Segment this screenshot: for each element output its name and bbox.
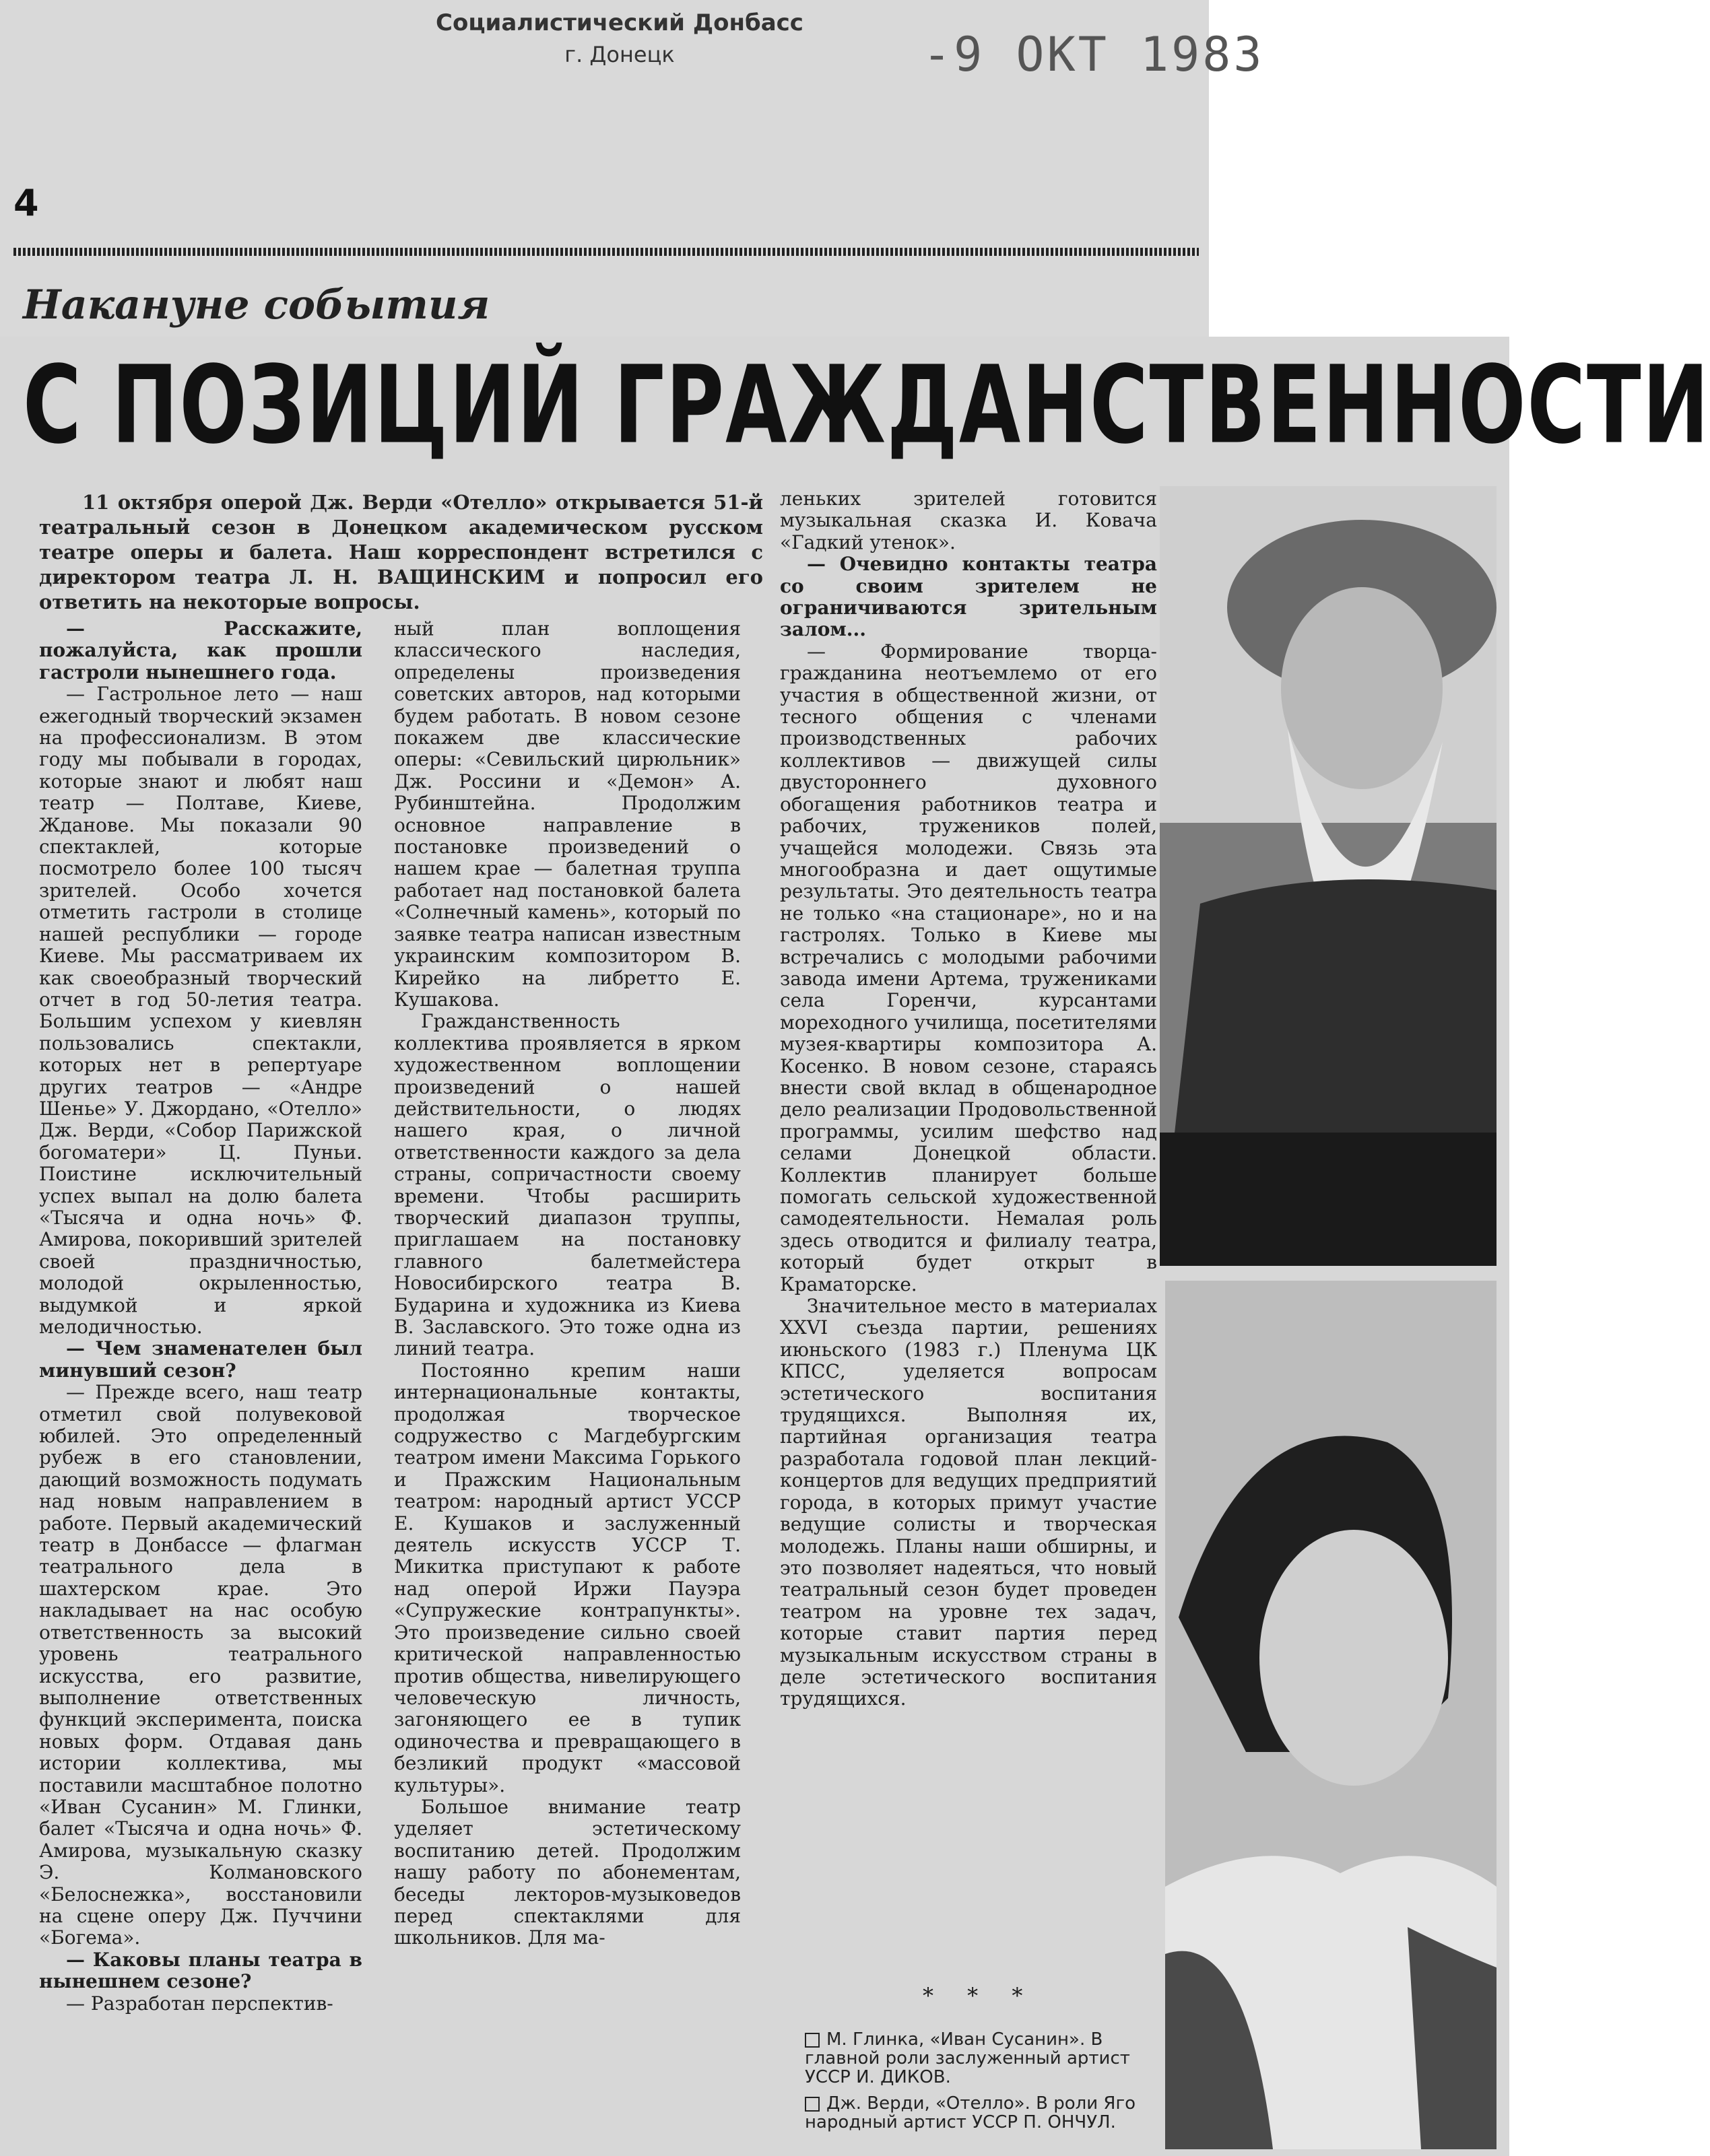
question: — Чем знаменателен был минувший сезон? xyxy=(39,1337,362,1382)
photo-iago xyxy=(1165,1281,1497,2149)
caption-text: М. Глинка, «Иван Сусанин». В главной роли заслуженный артист УССР И. ДИКОВ. xyxy=(805,2029,1130,2087)
photo-caption xyxy=(805,2030,1155,2087)
page-number: 4 xyxy=(13,182,39,224)
paragraph: Постоянно крепим наши интернациональные контакты, продолжая творческое содружество с Магдебургским театром имени Максима Горького и Пражским Национальным театром: народный артист УССР Е. Кушаков и заслуженный деятель искусств УССР Т. Микитка приступают к работе над оперой Иржи Пауэра «Супружеские контрапункты». Это произведение сильно своей критической направленностью против общества, нивелирующего человеческую личность, загоняющего ее в тупик одиночества и превращающего в безликий продукт «массовой культуры». xyxy=(394,1359,741,1796)
section-divider: * * * xyxy=(923,1983,1037,2009)
caption-text: Дж. Верди, «Отелло». В роли Яго народный артист УССР П. ОНЧУЛ. xyxy=(805,2093,1136,2132)
answer: — Разработан перспектив- xyxy=(66,1992,333,2015)
paragraph: Значительное место в материалах XXVI съезда партии, решениях июньского (1983 г.) Пленума ЦК КПСС, уделяется вопросам эстетического воспитания трудящихся. Выполняя их, партийная организация театра разработала годовой план лекций-концертов для ведущих предприятий города, в которых примут участие ведущие солисты и творческая молодежь. Планы наши обширны, и это позволяет надеяться, что новый театральный сезон будет проведен театром на уровне тех задач, которые ставит партия перед музыкальным искусством страны в деле эстетического воспитания трудящихся. xyxy=(780,1295,1157,1710)
article-column-3 xyxy=(780,488,1157,1710)
newspaper-name: Социалистический Донбасс xyxy=(436,9,803,36)
newspaper-city: г. Донецк xyxy=(564,42,675,67)
question: — Очевидно контакты театра со своим зрителем не ограничиваются зрительным залом... xyxy=(780,553,1157,641)
answer: — Прежде всего, наш театр отметил свой полувековой юбилей. Это определенный рубеж в его становлении, дающий возможность подумать над новым направлением в работе. Первый академический театр в Донбассе — флагман театрального дела в шахтерском крае. Это накладывает на нас особую ответственность за высокий уровень театрального искусства, его развитие, выполнение ответственных функций эксперимента, поиска новых форм. Отдавая дань истории коллектива, мы поставили масштабное полотно «Иван Сусанин» М. Глинки, балет «Тысяча и одна ночь» Ф. Амирова, музыкальную сказку Э. Колмановского «Белоснежка», восстановили на сцене оперу Дж. Пуччини «Богема». xyxy=(39,1381,362,1949)
paragraph: Большое внимание театр уделяет эстетическому воспитанию детей. Продолжим нашу работу по абонементам, беседы лекторов-музыковедов перед спектаклями для школьников. Для ма- xyxy=(394,1795,741,1949)
question: — Расскажите, пожалуйста, как прошли гастроли нынешнего года. xyxy=(39,617,362,683)
paragraph: ный план воплощения классического наследия, определены произведения советских авторов, над которыми будем работать. В новом сезоне покажем две классические оперы: «Севильский цирюльник» Дж. Россини и «Демон» А. Рубинштейна. Продолжим основное направление в постановке произведений о нашем крае — балетная труппа работает над постановкой балета «Солнечный камень», который по заявке театра написан известным украинским композитором В. Кирейко на либретто Е. Кушакова. xyxy=(394,617,741,1011)
question: — Каковы планы театра в нынешнем сезоне? xyxy=(39,1948,362,1993)
paragraph: — Формирование творца-гражданина неотъемлемо от его участия в общественной жизни, от тесного общения с членами производственных рабочих коллективов — движущей силы двустороннего духовного обогащения работников театра и рабочих, тружеников полей, учащейся молодежи. Связь эта многообразна и дает ощутимые результаты. Это деятельность театра не только «на стационаре», но и на гастролях. Только в Киеве мы встречались с молодыми рабочими завода имени Артема, тружениками села Горенчи, курсантами мореходного училища, посетителями музея-квартиры композитора А. Косенко. В новом сезоне, стараясь внести свой вклад в общенародное дело реализации Продовольственной программы, усилим шефство над селами Донецкой области. Коллектив планирует больше помогать сельской художественной самодеятельности. Немалая роль здесь отводится и филиалу театра, который будет открыт в Краматорске. xyxy=(780,640,1157,1295)
article-column-2 xyxy=(394,618,741,1949)
header-rule xyxy=(13,248,1199,256)
answer: — Гастрольное лето — наш ежегодный творческий экзамен на профессионализм. В этом году мы побывали в городах, которые знают и любят наш театр — Полтаве, Киеве, Жданове. Мы показали 90 спектаклей, которые посмотрело более 100 тысяч зрителей. Особо хочется отметить гастроли в столице нашей республики — городе Киеве. Мы рассматриваем их как своеобразный творческий отчет в год 50-летия театра. Большим успехом у киевлян пользовались спектакли, которых нет в репертуаре других театров — «Андре Шенье» У. Джордано, «Отелло» Дж. Верди, «Собор Парижской богоматери» Ц. Пуньи. Поистине исключительный успех выпал на долю балета «Тысяча и одна ночь» Ф. Амирова, покоривший зрителей своей праздничностью, молодой окрыленностью, выдумкой и яркой мелодичностью. xyxy=(39,683,362,1338)
photo-ivan-susanin xyxy=(1160,486,1497,1266)
caption-marker xyxy=(805,2033,820,2048)
caption-marker xyxy=(805,2097,820,2112)
headline: С ПОЗИЦИЙ ГРАЖДАНСТВЕННОСТИ xyxy=(23,342,1710,468)
date-stamp: -9 ОКТ 1983 xyxy=(923,27,1265,82)
article-column-1 xyxy=(39,618,362,2015)
photo-caption xyxy=(805,2094,1155,2132)
paragraph: Гражданственность коллектива проявляется в ярком художественном воплощении произведений о нашей действительности, о людях нашего края, о личной ответственности каждого за дела страны, сопричастности своему времени. Чтобы расширить творческий диапазон труппы, приглашаем на постановку главного балетмейстера Новосибирского театра В. Бударина и художника из Киева В. Заславского. Это тоже одна из линий театра. xyxy=(394,1010,741,1360)
lead-paragraph: 11 октября оперой Дж. Верди «Отелло» открывается 51-й театральный сезон в Донецком академическом русском театре оперы и балета. Наш корреспондент встретился с директором театра Л. Н. ВАЩИНСКИМ и попросил его ответить на некоторые вопросы. xyxy=(39,491,763,613)
kicker: Накануне события xyxy=(23,281,490,329)
paragraph: леньких зрителей готовится музыкальная сказка И. Ковача «Гадкий утенок». xyxy=(780,487,1157,553)
